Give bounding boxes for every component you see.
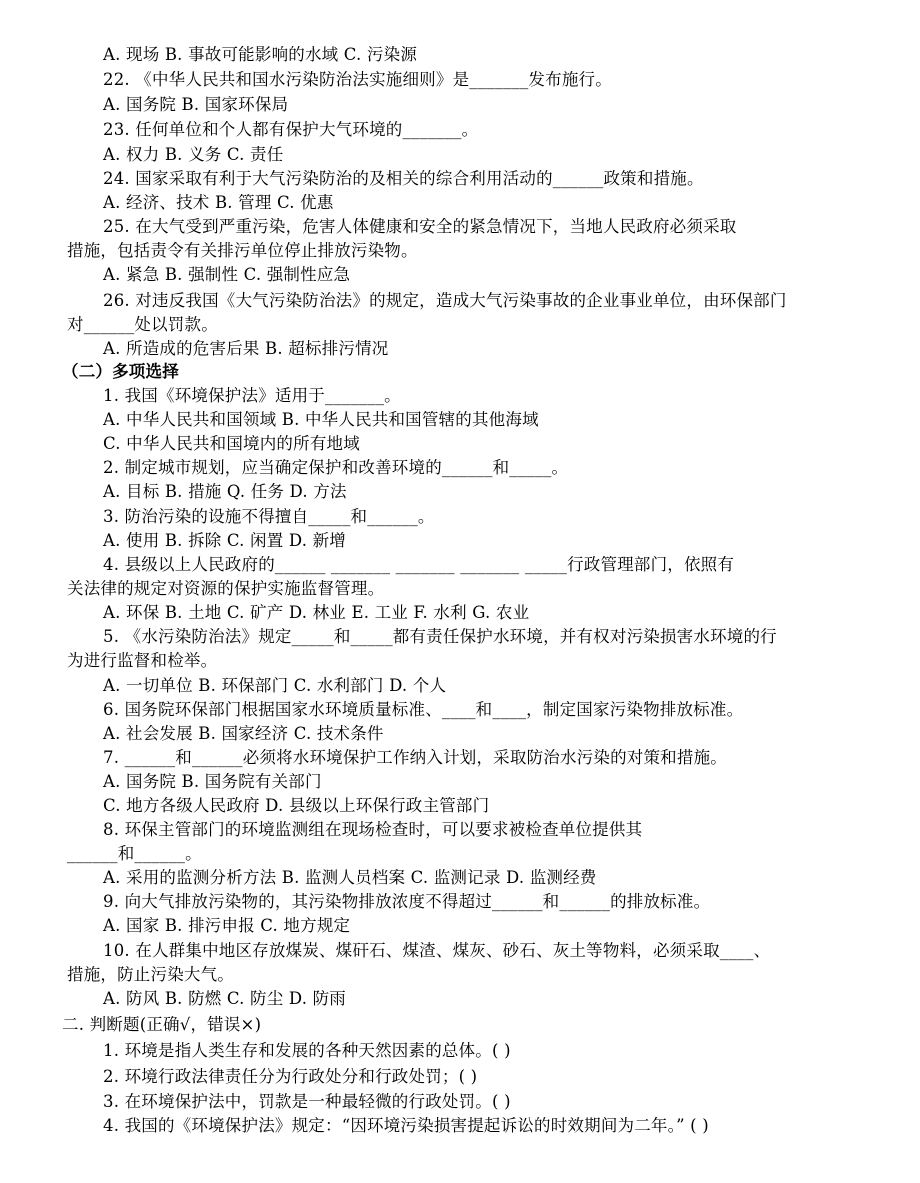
option-line: C. 地方各级人民政府 D. 县级以上环保行政主管部门 xyxy=(103,796,490,815)
option-line: A. 采用的监测分析方法 B. 监测人员档案 C. 监测记录 D. 监测经费 xyxy=(103,868,597,887)
option-line: A. 所造成的危害后果 B. 超标排污情况 xyxy=(103,339,389,358)
section-heading: （二）多项选择 xyxy=(62,362,179,381)
option-line: A. 一切单位 B. 环保部门 C. 水利部门 D. 个人 xyxy=(103,676,447,695)
question-line: 7. ______和______必须将水环境保护工作纳入计划，采取防治水污染的对策和措施。 xyxy=(103,748,727,767)
question-line: 3. 防治污染的设施不得擅自_____和______。 xyxy=(103,507,435,526)
option-line: A. 权力 B. 义务 C. 责任 xyxy=(103,145,284,164)
question-line-continued: 为进行监督和检举。 xyxy=(67,651,218,670)
option-line: A. 防风 B. 防燃 C. 防尘 D. 防雨 xyxy=(103,989,347,1008)
judgement-item: 4. 我国的《环境保护法》规定：“因环境污染损害提起诉讼的时效期间为二年。” ( ) xyxy=(103,1116,709,1135)
question-line: 23. 任何单位和个人都有保护大气环境的_______。 xyxy=(103,120,479,139)
question-line: 6. 国务院环保部门根据国家水环境质量标准、____和____，制定国家污染物排放标准。 xyxy=(103,700,744,719)
question-line: 26. 对违反我国《大气污染防治法》的规定，造成大气污染事故的企业事业单位，由环保部门 xyxy=(103,291,787,310)
question-line: 10. 在人群集中地区存放煤炭、煤矸石、煤渣、煤灰、砂石、灰土等物料，必须采取____、 xyxy=(103,941,771,960)
question-line-continued: 措施，包括责令有关排污单位停止排放污染物。 xyxy=(67,241,418,260)
question-line: 8. 环保主管部门的环境监测组在现场检查时，可以要求被检查单位提供其 xyxy=(103,820,643,839)
option-line: A. 国家 B. 排污申报 C. 地方规定 xyxy=(103,916,351,935)
question-line: 5. 《水污染防治法》规定_____和_____都有责任保护水环境，并有权对污染损害水环境的行 xyxy=(103,627,777,646)
option-line: A. 社会发展 B. 国家经济 C. 技术条件 xyxy=(103,724,384,743)
option-line: A. 紧急 B. 强制性 C. 强制性应急 xyxy=(103,265,351,284)
option-line: A. 国务院 B. 国务院有关部门 xyxy=(103,772,322,791)
question-line: 9. 向大气排放污染物的，其污染物排放浓度不得超过______和______的排放标准。 xyxy=(103,892,711,911)
option-line: A. 国务院 B. 国家环保局 xyxy=(103,95,289,114)
option-line: A. 使用 B. 拆除 C. 闲置 D. 新增 xyxy=(103,531,347,550)
question-line: 1. 我国《环境保护法》适用于_______。 xyxy=(103,386,401,405)
question-line: 25. 在大气受到严重污染，危害人体健康和安全的紧急情况下，当地人民政府必须采取 xyxy=(103,217,737,236)
question-line-continued: ______和______。 xyxy=(67,844,202,863)
option-line: C. 中华人民共和国境内的所有地域 xyxy=(103,434,360,453)
question-line-continued: 措施，防止污染大气。 xyxy=(67,965,234,984)
judgement-item: 2. 环境行政法律责任分为行政处分和行政处罚；( ) xyxy=(103,1067,478,1086)
judgement-item: 1. 环境是指人类生存和发展的各种天然因素的总体。( ) xyxy=(103,1041,511,1060)
option-line: A. 环保 B. 土地 C. 矿产 D. 林业 E. 工业 F. 水利 G. 农业 xyxy=(103,603,530,622)
option-line: A. 经济、技术 B. 管理 C. 优惠 xyxy=(103,193,334,212)
question-line: 24. 国家采取有利于大气污染防治的及相关的综合利用活动的______政策和措施。 xyxy=(103,169,704,188)
option-line: A. 中华人民共和国领域 B. 中华人民共和国管辖的其他海域 xyxy=(103,410,539,429)
question-line: 22. 《中华人民共和国水污染防治法实施细则》是_______发布施行。 xyxy=(103,70,612,89)
section-heading-judgement: 二. 判断题(正确√，错误×) xyxy=(62,1015,262,1034)
question-line: 4. 县级以上人民政府的______ _______ _______ _______ _____行政管理部门，依照有 xyxy=(103,555,735,574)
question-line-continued: 对______处以罚款。 xyxy=(67,315,218,334)
question-line: 2. 制定城市规划，应当确定保护和改善环境的______和_____。 xyxy=(103,458,569,477)
option-line: A. 现场 B. 事故可能影响的水域 C. 污染源 xyxy=(103,45,418,64)
judgement-item: 3. 在环境保护法中，罚款是一种最轻微的行政处罚。( ) xyxy=(103,1092,511,1111)
option-line: A. 目标 B. 措施 Q. 任务 D. 方法 xyxy=(103,482,347,501)
question-line-continued: 关法律的规定对资源的保护实施监督管理。 xyxy=(67,579,385,598)
